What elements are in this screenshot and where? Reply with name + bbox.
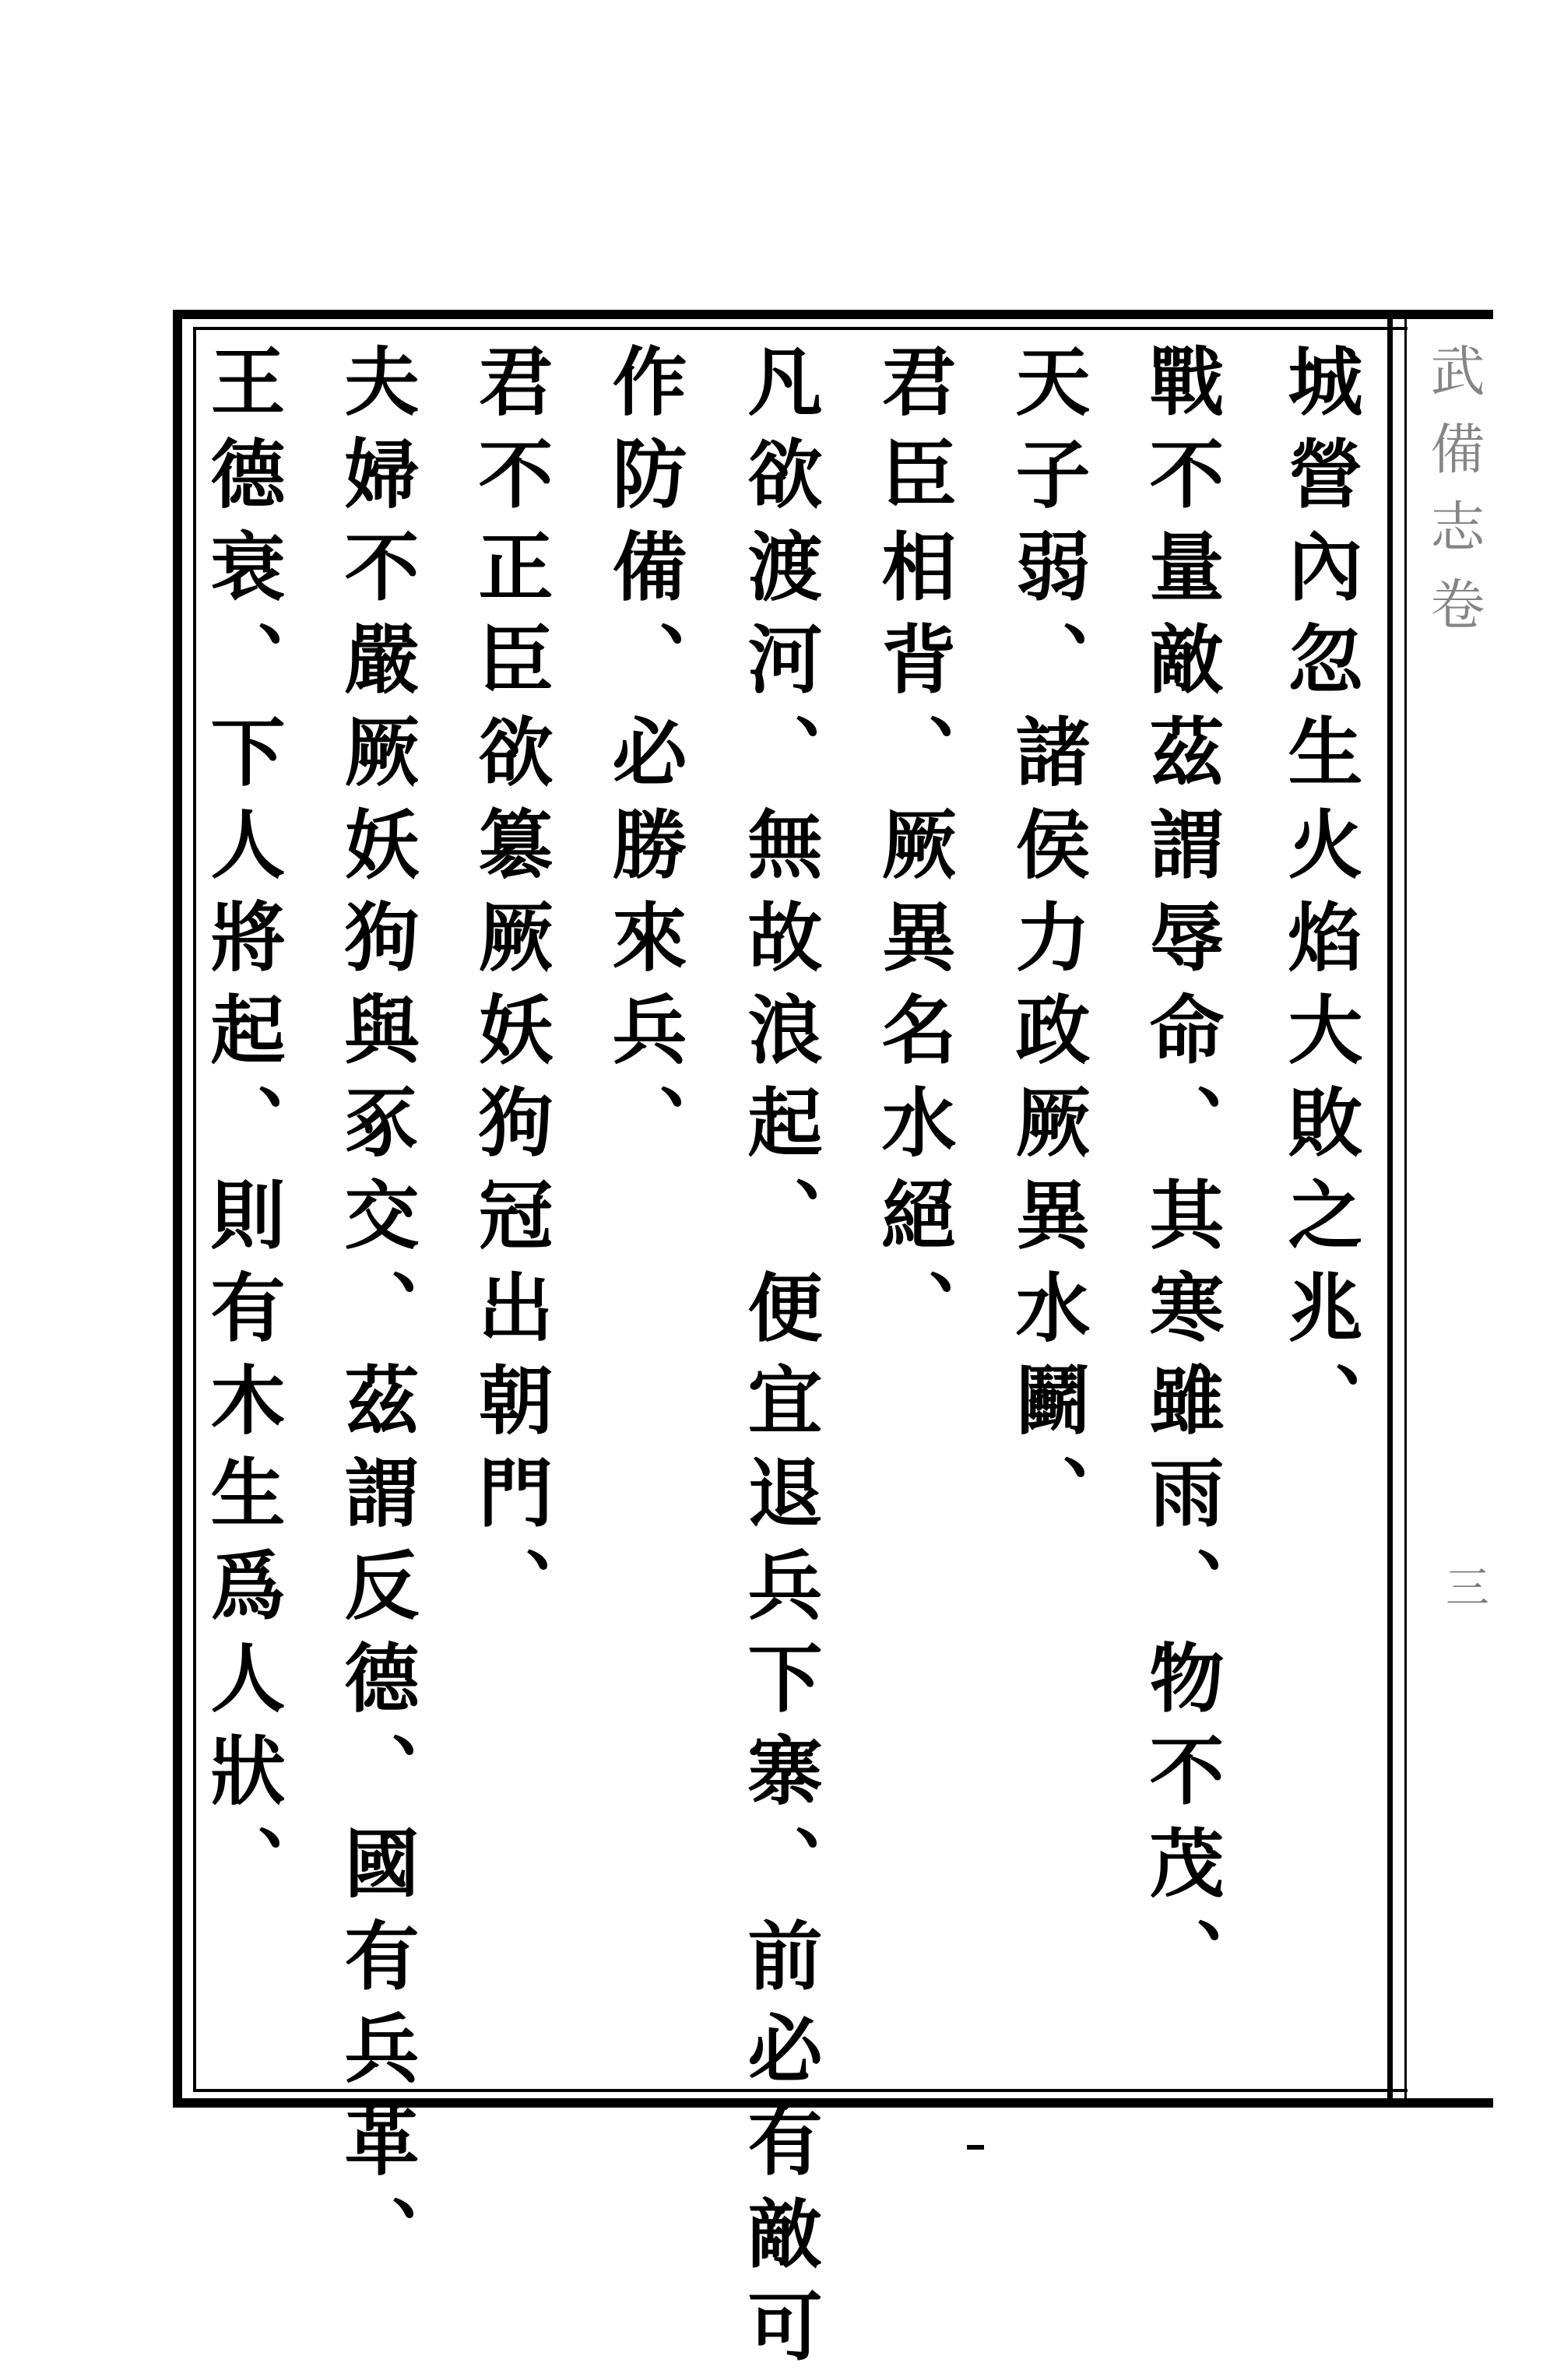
text-column-8: 夫婦不嚴厥妖狗與豖交、茲謂反德、國有兵革、 (332, 342, 420, 2287)
text-column-5: 凡欲渡河、無故浪起、便宜退兵下寨、前必有敵可 (736, 342, 824, 2380)
text-column-6: 作防備、必勝來兵、 (600, 342, 688, 1176)
text-column-3: 天子弱、諸侯力政厥異水鬬、 (1003, 342, 1091, 1546)
edge-border-top (1408, 310, 1493, 319)
fold-edge-title: 武備志卷 (1422, 342, 1485, 654)
footer-mark (967, 2145, 984, 2150)
fold-edge-page-number: 三 (1439, 1564, 1489, 1608)
text-column-4: 君臣相背、厥異名水絕、 (870, 342, 958, 1361)
fold-rule-thick (1387, 310, 1393, 2108)
edge-border-bottom (1408, 2098, 1493, 2108)
text-column-2: 戰不量敵茲謂辱命、其寒雖雨、物不茂、 (1137, 342, 1225, 2010)
text-column-7: 君不正臣欲簒厥妖狗冠出朝門、 (466, 342, 554, 1639)
text-column-9: 王德衰、下人將起、則有木生爲人狀、 (199, 342, 286, 1917)
fold-rule-thin (1404, 310, 1407, 2108)
text-column-1: 城營內忽生火焰大敗之兆、 (1276, 342, 1364, 1454)
